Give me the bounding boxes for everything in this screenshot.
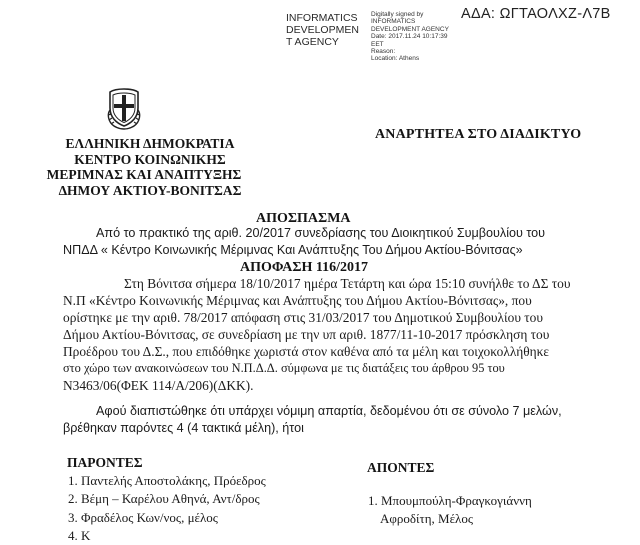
signature-org bbox=[286, 12, 359, 48]
signature-meta-line: Location: Athens bbox=[371, 55, 420, 63]
extract-line: Από το πρακτικό της αριθ. 20/2017 συνεδρίασης του Διοικητικού Συμβουλίου του bbox=[96, 226, 546, 240]
present-list bbox=[68, 472, 266, 545]
ada-code: ΑΔΑ: ΩΓΤΑΟΛΧΖ-Λ7Β bbox=[461, 6, 611, 22]
authority-line: ΚΕΝΤΡΟ ΚΟΙΝΩΝΙΚΗΣ bbox=[74, 151, 226, 167]
signature-org-line: DEVELOPMEN bbox=[286, 24, 359, 36]
issuing-authority bbox=[46, 136, 244, 198]
absent-list bbox=[368, 492, 532, 529]
greek-emblem-icon bbox=[104, 84, 144, 130]
signature-meta bbox=[371, 11, 449, 63]
signature-meta-line: EET bbox=[371, 40, 384, 48]
decision-title: ΑΠΟΦΑΣΗ 116/2017 bbox=[240, 260, 369, 275]
paragraph-line: Στη Βόνιτσα σήμερα 18/10/2017 ημέρα Τετάρτη και ώρα 15:10 συνήλθε το ΔΣ του bbox=[124, 276, 571, 291]
list-item: 1. Παντελής Αποστολάκης, Πρόεδρος bbox=[68, 473, 266, 488]
paragraph-line: Προέδρου του Δ.Σ., που επιδόθηκε χωριστά στον καθένα από τα μέλη και τοιχοκολλήθηκε bbox=[63, 344, 550, 359]
list-item: 3. Φραδέλος Κων/νος, μέλος bbox=[68, 509, 218, 525]
list-item: 4. Κ bbox=[68, 527, 91, 543]
paragraph-line: Δήμου Ακτίου-Βόνιτσας, σε συνεδρίαση με την υπ αριθ. 1877/11-10-2017 πρόσκληση του bbox=[63, 327, 550, 342]
present-heading: ΠΑΡΟΝΤΕΣ bbox=[67, 455, 143, 470]
absent-heading: ΑΠΟΝΤΕΣ bbox=[367, 460, 435, 475]
signature-meta-line: Date: 2017.11.24 10:17:39 bbox=[371, 33, 448, 41]
authority-line: ΕΛΛΗΝΙΚΗ ΔΗΜΟΚΡΑΤΙΑ bbox=[65, 136, 235, 151]
paragraph-line: Ν.Π «Κέντρο Κοινωνικής Μέριμνας και Ανάπτυξης του Δήμου Ακτίου-Βόνιτσας», που bbox=[63, 293, 532, 308]
signature-org-line: T AGENCY bbox=[286, 36, 339, 48]
signature-meta-line: INFORMATICS bbox=[371, 18, 416, 26]
publish-note: ΑΝΑΡΤΗΤΕΑ ΣΤΟ ΔΙΑΔΙΚΤΥΟ bbox=[375, 127, 582, 142]
signature-meta-line: DEVELOPMENT AGENCY bbox=[371, 25, 449, 33]
list-item: Αφροδίτη, Μέλος bbox=[380, 511, 473, 527]
signature-meta-line: Reason: bbox=[371, 48, 396, 56]
list-item: 1. Μπουμπούλη-Φραγκογιάννη bbox=[368, 493, 532, 508]
authority-line: ΜΕΡΙΜΝΑΣ ΚΑΙ ΑΝΑΠΤΥΞΗΣ bbox=[46, 167, 242, 182]
signature-block bbox=[286, 12, 359, 48]
paragraph-line: στο χώρο των ανακοινώσεων του Ν.Π.Δ.Δ. σύμφωνα με τις διατάξεις του άρθρου 95 του bbox=[63, 361, 505, 375]
signature-org-line: INFORMATICS bbox=[286, 12, 358, 24]
quorum-line: βρέθηκαν παρόντες 4 (4 τακτικά μέλη), ήτοι bbox=[63, 421, 304, 435]
paragraph-line: Ν3463/06(ΦΕΚ 114/Α/206)(ΔΚΚ). bbox=[63, 378, 254, 393]
signature-meta-line: Digitally signed by bbox=[371, 11, 424, 18]
list-item: 2. Βέμη – Καρέλου Αθηνά, Αντ/δρος bbox=[68, 491, 260, 507]
quorum-line: Αφού διαπιστώθηκε ότι υπάρχει νόμιμη απαρτία, δεδομένου ότι σε σύνολο 7 μελών, bbox=[96, 404, 562, 418]
extract-line: ΝΠΔΔ « Κέντρο Κοινωνικής Μέριμνας Και Ανάπτυξης Του Δήμου Ακτίου-Βόνιτσας» bbox=[63, 243, 523, 257]
authority-line: ΔΗΜΟΥ ΑΚΤΙΟΥ-ΒΟΝΙΤΣΑΣ bbox=[58, 182, 242, 198]
extract-title: ΑΠΟΣΠΑΣΜΑ bbox=[256, 211, 351, 226]
paragraph-line: ορίστηκε με την αριθ. 78/2017 απόφαση στις 31/03/2017 του Δημοτικού Συμβουλίου του bbox=[63, 310, 544, 325]
